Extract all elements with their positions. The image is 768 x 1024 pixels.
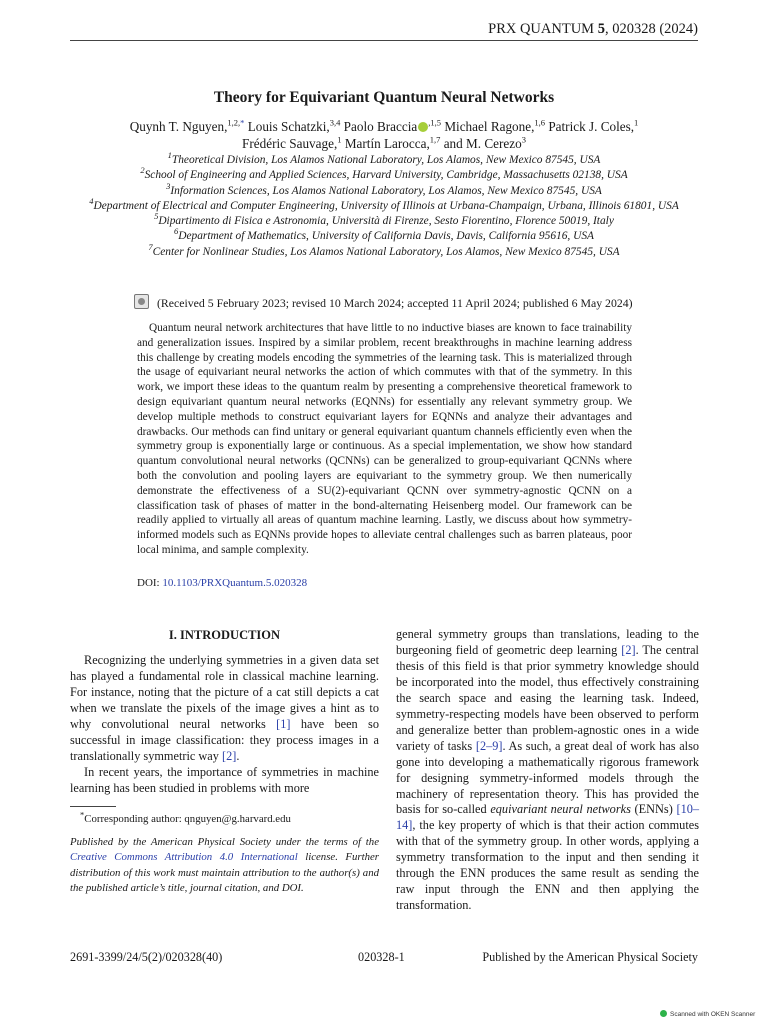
license-text: license. Further distribution of this work must maintain attribution to the author(s) and the published article’s title, journal citation, and DOI. bbox=[70, 851, 379, 895]
doi-line bbox=[137, 577, 307, 589]
footer-publisher: Published by the American Physical Society bbox=[482, 950, 698, 964]
intro-left-column bbox=[70, 653, 379, 797]
affiliation-number: 7 bbox=[148, 241, 153, 252]
author-name: Patrick J. Coles, bbox=[548, 119, 635, 134]
affiliation-number: 6 bbox=[174, 226, 179, 237]
publication-history bbox=[134, 294, 694, 311]
footer-page-number: 020328-1 bbox=[358, 950, 405, 964]
affiliation bbox=[80, 226, 688, 244]
footnote-mark: * bbox=[80, 809, 85, 820]
orcid-icon[interactable] bbox=[418, 122, 428, 132]
intro-paragraph-1 bbox=[70, 653, 379, 765]
watermark-text: Scanned with OKEN Scanner bbox=[670, 1011, 756, 1018]
body-text: . As such, a great deal of work has also gone into developing a mathematically rigorous framework for designing symmetry-informed models through the machinery of representation theory. This has provided the basis for so-called bbox=[396, 738, 700, 817]
footer-issn: 2691-3399/24/5(2)/020328(40) bbox=[70, 950, 223, 964]
affiliation-text: Theoretical Division, Los Alamos National Laboratory, Los Alamos, New Mexico 87545, USA bbox=[171, 154, 601, 166]
corresponding-author-footnote bbox=[80, 809, 380, 825]
citation-link[interactable]: [2] bbox=[621, 642, 636, 657]
affiliation-text: School of Engineering and Applied Sciences, Harvard University, Cambridge, Massachusetts 02138, USA bbox=[144, 169, 628, 182]
author-list bbox=[80, 118, 688, 152]
doi-link[interactable]: 10.1103/PRXQuantum.5.020328 bbox=[162, 577, 308, 589]
affiliation-number: 1 bbox=[167, 150, 172, 161]
author-name: Paolo Braccia bbox=[343, 119, 418, 134]
citation-link[interactable]: [1] bbox=[276, 716, 291, 731]
running-header bbox=[70, 21, 698, 38]
affiliation bbox=[80, 180, 688, 199]
author-name: and M. Cerezo bbox=[443, 136, 522, 151]
affiliation-number: 3 bbox=[166, 180, 171, 191]
intro-paragraph-2: In recent years, the importance of symmetries in machine learning has been studied in problems with more bbox=[70, 764, 379, 795]
check-for-updates-icon[interactable] bbox=[134, 294, 149, 309]
citation-link[interactable]: [2] bbox=[221, 748, 237, 763]
affiliation bbox=[80, 196, 688, 214]
affiliation-text: Center for Nonlinear Studies, Los Alamos National Laboratory, Los Alamos, New Mexico 87545, USA bbox=[152, 245, 620, 258]
body-text: general symmetry groups than translations, leading to the burgeoning field of geometric deep learning bbox=[396, 627, 699, 657]
affiliation bbox=[80, 211, 688, 229]
intro-right-column bbox=[396, 627, 699, 914]
citation-link[interactable]: [2–9] bbox=[475, 738, 503, 753]
scanner-watermark bbox=[660, 1010, 755, 1018]
abstract: Quantum neural network architectures that have little to no inductive biases are known to face trainability and generalization issues. Inspired by a similar problem, recent breakthroughs in machine learning address this challenge by creating models encoding the symmetries of the learning task. This is materialized through the usage of equivariant neural networks the action of which commutes with that of the symmetry. In this work, we import these ideas to the quantum realm by presenting a comprehensive theoretical framework to design equivariant quantum neural networks (EQNNs) for essentially any relevant symmetry group. We develop multiple methods to construct equivariant layers for EQNNs and analyze their advantages and drawbacks. Our methods can find unitary or general equivariant quantum channels efficiently even when the symmetry group is exponentially large or continuous. As a special implementation, we show how standard quantum convolutional neural networks (QCNNs) can be generalized to group-equivariant QCNNs where both the convolution and pooling layers are equivariant to the symmetry group. We then numerically demonstrate the effectiveness of a SU(2)-equivariant QCNN over symmetry-agnostic QCNN on a classification task of phases of matter in the bond-alternating Heisenberg model. Our framework can be readily applied to virtually all areas of quantum machine learning. Lastly, we discuss about how symmetry-informed models such as EQNNs provide hopes to alleviate central challenges such as barren plateaus, poor local minima, and sample complexity. bbox=[137, 322, 632, 556]
license-text: Published by the American Physical Society under the terms of the bbox=[70, 836, 379, 848]
author-affil-sup: 3 bbox=[521, 134, 526, 145]
article-number: , 020328 (2024) bbox=[604, 21, 698, 37]
intro-paragraph-3 bbox=[396, 627, 699, 914]
license-link[interactable]: Creative Commons Attribution 4.0 International bbox=[70, 851, 298, 864]
author-affil-sup: 1,7 bbox=[429, 134, 441, 145]
journal-volume: 5 bbox=[597, 21, 605, 37]
affiliation-text: Department of Mathematics, University of California Davis, Davis, California 95616, USA bbox=[178, 230, 594, 243]
paper-title: Theory for Equivariant Quantum Neural Networks bbox=[213, 89, 555, 106]
affiliation-number: 5 bbox=[154, 211, 159, 222]
body-text: . bbox=[236, 748, 240, 763]
citation-link[interactable]: [10–14] bbox=[396, 802, 700, 833]
body-text: (ENNs) bbox=[630, 802, 677, 817]
doi-label: DOI: bbox=[137, 577, 160, 589]
license-footnote bbox=[70, 835, 379, 897]
corresponding-author-mark[interactable]: * bbox=[240, 117, 245, 128]
section-heading: I. INTRODUCTION bbox=[168, 628, 281, 642]
affiliation-number: 2 bbox=[140, 165, 145, 176]
affiliation bbox=[80, 165, 688, 183]
author-name: Quynh T. Nguyen, bbox=[129, 119, 228, 134]
affiliation bbox=[80, 241, 688, 260]
journal-name: PRX QUANTUM bbox=[488, 21, 595, 37]
author-name: Martín Larocca, bbox=[344, 136, 430, 151]
author-name: Frédéric Sauvage, bbox=[242, 136, 338, 151]
author-name: Michael Ragone, bbox=[444, 119, 535, 134]
author-affil-sup: 1,6 bbox=[534, 117, 546, 128]
author-line-1 bbox=[80, 118, 688, 135]
affiliation bbox=[80, 150, 688, 168]
emphasis-term: equivariant neural networks bbox=[490, 802, 631, 817]
footnote-rule bbox=[70, 806, 116, 807]
author-affil-sup: 1 bbox=[634, 117, 639, 128]
author-affil-sup: 1,2, bbox=[227, 117, 241, 128]
header-rule bbox=[70, 40, 698, 41]
body-text: . The central thesis of this field is that prior symmetry knowledge should be incorporated into the model, thus effectively constraining the search space and easing the learning task. Indeed, symmetry-respecting models have been observed to perform and generalize better than problem-agnostic ones in a wide variety of tasks bbox=[396, 642, 699, 753]
body-text: Recognizing the underlying symmetries in a given data set has played a fundamental role in classical machine learning. For instance, noting that the picture of a cat still depicts a cat when we translate the pixels of the image gives a hint as to why convolutional neural networks bbox=[70, 653, 379, 731]
affiliation-list bbox=[80, 150, 688, 260]
body-text: , the key property of which is that their action commutes with that of the symmetry group. In other words, applying a symmetry transformation to the input and then sending it through the ENN produces the same result as sending the raw input through the ENN and then applying the transformation. bbox=[396, 818, 699, 913]
affiliation-text: Information Sciences, Los Alamos National Laboratory, Los Alamos, New Mexico 87545, USA bbox=[170, 184, 602, 197]
author-affil-sup: 1 bbox=[337, 134, 342, 145]
author-affil-sup: ,1,5 bbox=[428, 117, 442, 128]
footnote-text: Corresponding author: qnguyen@g.harvard.edu bbox=[84, 813, 291, 825]
affiliation-text: Department of Electrical and Computer Engineering, University of Illinois at Urbana-Champaign, Urbana, Illinois 61801, USA bbox=[93, 199, 679, 212]
affiliation-text: Dipartimento di Fisica e Astronomia, Università di Firenze, Sesto Fiorentino, Florence 50019, Italy bbox=[158, 215, 614, 228]
received-dates: (Received 5 February 2023; revised 10 March 2024; accepted 11 April 2024; published 6 May 2024) bbox=[157, 296, 633, 310]
body-text: have been so successful in image classification: they process images in a translationally symmetric way bbox=[70, 716, 379, 763]
author-affil-sup: 3,4 bbox=[329, 117, 341, 128]
scanner-logo-icon bbox=[660, 1010, 667, 1017]
affiliation-number: 4 bbox=[89, 196, 94, 207]
author-name: Louis Schatzki, bbox=[247, 119, 330, 134]
